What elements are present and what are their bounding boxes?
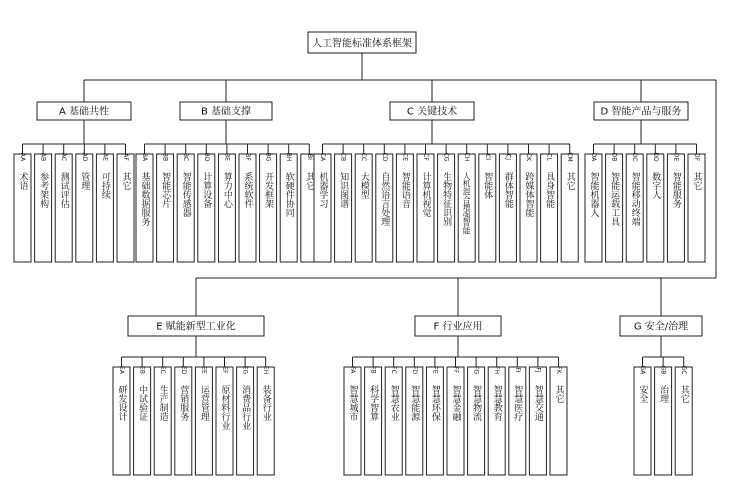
leaf-label: 数字人 <box>650 172 661 199</box>
category-a <box>14 102 134 262</box>
leaf-dd <box>647 152 664 262</box>
leaf-ea <box>113 366 130 475</box>
leaf-label: 智慧医疗 <box>512 385 523 421</box>
leaf-code: DA <box>590 152 597 162</box>
leaf-label: 知识图谱 <box>338 172 349 208</box>
leaf-box <box>134 367 151 475</box>
leaf-box <box>529 367 546 475</box>
leaf-label: 运营管理 <box>198 385 209 421</box>
leaf-code: DF <box>693 152 700 162</box>
leaf-box <box>55 154 72 262</box>
leaf-label: 其它 <box>678 385 689 403</box>
root-node <box>308 32 416 53</box>
leaf-label: 其它 <box>553 385 564 403</box>
leaf-code: CD <box>380 152 388 162</box>
leaf-code: AE <box>101 153 109 161</box>
leaf-label: 跨媒体智能 <box>523 172 534 217</box>
leaf-label: 生产制造 <box>157 385 168 421</box>
leaf-bg <box>260 153 277 262</box>
leaf-label: 计算设备 <box>201 172 212 208</box>
leaf-code: BA <box>141 152 148 162</box>
leaf-box <box>647 154 664 262</box>
leaf-code: ED <box>179 365 187 375</box>
category-label: E 赋能新型工业化 <box>156 321 236 333</box>
leaf-code: GB <box>659 365 667 375</box>
leaf-fh <box>488 366 505 475</box>
leaf-fb <box>365 366 382 475</box>
leaf-ad <box>76 153 93 262</box>
leaf-box <box>355 154 372 262</box>
leaf-code: CL <box>545 153 553 161</box>
leaf-label: 其它 <box>564 172 575 190</box>
leaf-bb <box>157 153 174 262</box>
leaf-label: 其它 <box>691 172 702 190</box>
leaf-eh <box>257 366 274 475</box>
leaf-label: 智慧物流 <box>471 385 482 421</box>
leaf-cj <box>499 154 516 262</box>
leaf-ac <box>55 153 72 262</box>
leaf-label: 安全 <box>637 385 648 403</box>
leaf-box <box>509 367 526 475</box>
leaf-box <box>175 367 192 475</box>
category-d <box>585 102 705 262</box>
leaf-box <box>335 154 352 262</box>
leaf-code: FA <box>349 366 356 374</box>
leaf-code: CI <box>483 154 491 160</box>
leaf-code: CA <box>319 152 326 162</box>
leaf-label: 参考架构 <box>38 172 49 208</box>
leaf-code: CG <box>442 152 450 162</box>
leaf-ga <box>634 366 651 475</box>
leaf-label: 具身智能 <box>544 172 555 208</box>
leaf-label: 智能服务 <box>670 172 681 208</box>
leaf-code: CK <box>525 152 532 162</box>
leaf-label: 智慧金融 <box>450 385 461 421</box>
leaf-label: 中试验证 <box>137 385 148 421</box>
leaf-fk <box>550 366 567 475</box>
leaf-label: 可持续 <box>99 172 110 199</box>
category-c <box>314 102 578 262</box>
leaf-db <box>606 153 623 262</box>
leaf-label: 其它 <box>120 172 131 190</box>
leaf-code: EF <box>221 366 228 374</box>
leaf-label: 软硬件协同 <box>283 172 294 217</box>
leaf-box <box>157 154 174 262</box>
leaf-label: 科学智算 <box>368 385 379 421</box>
category-nodes <box>14 102 705 475</box>
category-label: C 关键技术 <box>406 106 458 118</box>
leaf-code: FD <box>410 365 418 375</box>
leaf-gb <box>655 366 672 475</box>
leaf-code: BH <box>285 152 293 162</box>
leaf-code: AD <box>80 152 88 162</box>
leaf-label: 装备行业 <box>260 385 271 421</box>
leaf-bf <box>239 153 256 262</box>
leaf-cl <box>541 153 558 262</box>
leaf-code: BE <box>223 153 231 161</box>
leaf-label: 智慧交通 <box>532 385 543 421</box>
leaf-label: 智慧能源 <box>409 385 420 421</box>
leaf-box <box>154 367 171 475</box>
leaf-code: FB <box>369 366 377 374</box>
leaf-code: FI <box>513 367 521 373</box>
leaf-code: CM <box>566 152 574 162</box>
leaf-ba <box>136 153 153 262</box>
leaf-code: CB <box>339 152 347 162</box>
leaf-fi <box>509 367 526 475</box>
leaf-code: EG <box>241 365 249 375</box>
leaf-box <box>447 367 464 475</box>
category-label: F 行业应用 <box>433 321 483 333</box>
leaf-box <box>113 367 130 475</box>
leaf-label: 智能机器人 <box>588 172 599 217</box>
leaf-af <box>117 153 134 262</box>
leaf-code: EB <box>138 366 146 374</box>
leaf-box <box>561 154 578 262</box>
leaf-code: FJ <box>534 367 542 373</box>
leaf-box <box>96 154 113 262</box>
leaf-code: DE <box>672 152 680 162</box>
leaf-box <box>688 154 705 262</box>
leaf-code: EA <box>118 366 125 374</box>
leaf-code: FH <box>493 366 501 374</box>
leaf-box <box>257 367 274 475</box>
leaf-label: 基础数据服务 <box>139 172 150 226</box>
leaf-ed <box>175 366 192 475</box>
category-e <box>113 316 274 475</box>
leaf-box <box>634 367 651 475</box>
leaf-label: 智能体 <box>482 172 493 199</box>
leaf-code: AA <box>19 152 26 162</box>
leaf-box <box>198 154 215 262</box>
leaf-label: 智能移动终端 <box>629 172 640 226</box>
leaf-label: 营销服务 <box>178 385 189 421</box>
leaf-box <box>541 154 558 262</box>
category-label: G 安全/治理 <box>633 321 689 333</box>
leaf-label: 群体智能 <box>502 172 513 208</box>
leaf-eg <box>237 366 254 475</box>
category-f <box>344 316 567 475</box>
leaf-ce <box>396 153 413 262</box>
leaf-gc <box>675 366 692 475</box>
leaf-ee <box>195 366 212 475</box>
leaf-label: 开发框架 <box>263 172 274 208</box>
leaf-cb <box>335 153 352 262</box>
leaf-label: 原材料行业 <box>219 385 230 430</box>
leaf-label: 自然语言处理 <box>379 172 390 226</box>
leaf-box <box>675 367 692 475</box>
leaf-box <box>499 154 516 262</box>
leaf-box <box>260 154 277 262</box>
leaf-ec <box>154 366 171 475</box>
leaf-code: GA <box>639 365 646 375</box>
leaf-box <box>550 367 567 475</box>
leaf-da <box>585 153 602 262</box>
leaf-df <box>688 153 705 262</box>
leaf-label: 智能芯片 <box>160 172 171 208</box>
leaf-ca <box>314 153 331 262</box>
leaf-fj <box>529 367 546 475</box>
leaf-cg <box>438 153 455 262</box>
leaf-fa <box>344 366 361 475</box>
leaf-code: DC <box>631 152 639 162</box>
leaf-dc <box>626 153 643 262</box>
leaf-code: CH <box>463 152 471 162</box>
leaf-label: 大模型 <box>358 172 369 199</box>
leaf-bc <box>177 153 194 262</box>
leaf-code: BI <box>305 154 313 160</box>
leaf-label: 生物特征识别 <box>441 172 452 226</box>
leaf-box <box>655 367 672 475</box>
leaf-box <box>488 367 505 475</box>
leaf-label: 机器学习 <box>317 172 328 208</box>
leaf-box <box>14 154 31 262</box>
leaf-label: 算力中心 <box>221 172 232 208</box>
leaf-code: CE <box>401 153 409 161</box>
leaf-code: DD <box>651 152 659 162</box>
leaf-box <box>117 154 134 262</box>
category-b <box>136 102 318 262</box>
leaf-box <box>479 154 496 262</box>
leaf-box <box>76 154 93 262</box>
leaf-label: 研发设计 <box>116 385 127 421</box>
leaf-code: BB <box>161 152 169 162</box>
leaf-box <box>314 154 331 262</box>
leaf-label: 术语 <box>17 172 28 190</box>
leaf-box <box>396 154 413 262</box>
leaf-label: 智能语音 <box>399 172 410 208</box>
leaf-box <box>195 367 212 475</box>
leaf-code: EE <box>200 366 208 374</box>
leaf-label: 消费品行业 <box>240 385 251 430</box>
leaf-bd <box>198 153 215 262</box>
leaf-label: 治理 <box>658 385 669 403</box>
category-label: D 智能产品与服务 <box>600 106 682 118</box>
leaf-label: 智能运载工具 <box>609 172 620 226</box>
leaf-box <box>239 154 256 262</box>
leaf-de <box>667 153 684 262</box>
leaf-label: 智慧环保 <box>429 385 440 421</box>
leaf-cf <box>417 153 434 262</box>
leaf-label: 其它 <box>304 172 315 190</box>
leaf-code: DB <box>610 152 618 162</box>
leaf-box <box>218 154 235 262</box>
leaf-code: FG <box>472 365 480 375</box>
leaf-code: EH <box>262 365 270 375</box>
root-label: 人工智能标准体系框架 <box>312 38 412 50</box>
leaf-cc <box>355 153 372 262</box>
leaf-eb <box>134 366 151 475</box>
leaf-ab <box>35 153 52 262</box>
leaf-be <box>218 153 235 262</box>
leaf-cm <box>561 152 578 262</box>
leaf-box <box>385 367 402 475</box>
leaf-aa <box>14 153 31 262</box>
leaf-code: FK <box>555 366 562 374</box>
leaf-code: GC <box>680 365 688 375</box>
leaf-code: AC <box>60 152 68 162</box>
leaf-label: 智慧教育 <box>491 385 502 421</box>
leaf-ch <box>458 153 475 262</box>
leaf-fd <box>406 366 423 475</box>
leaf-box <box>35 154 52 262</box>
leaf-fc <box>385 366 402 475</box>
leaf-code: AF <box>122 153 129 161</box>
leaf-box <box>344 367 361 475</box>
leaf-label: 测试评估 <box>58 172 69 208</box>
leaf-code: AB <box>39 152 47 162</box>
leaf-fg <box>468 366 485 475</box>
leaf-cd <box>376 153 393 262</box>
leaf-code: EC <box>159 366 167 374</box>
leaf-label: 智慧城市 <box>347 385 358 421</box>
leaf-bh <box>280 153 297 262</box>
leaf-label: 智慧农业 <box>388 385 399 421</box>
leaf-box <box>426 367 443 475</box>
leaf-code: BG <box>264 152 272 162</box>
leaf-ff <box>447 367 464 475</box>
leaf-ef <box>216 366 233 475</box>
leaf-box <box>468 367 485 475</box>
leaf-ci <box>479 154 496 262</box>
leaf-code: BC <box>182 152 190 162</box>
leaf-label: 人机混合增强智能 <box>462 172 472 235</box>
leaf-label: 计算机视觉 <box>420 172 431 217</box>
leaf-code: CJ <box>504 154 512 160</box>
leaf-box <box>365 367 382 475</box>
leaf-fe <box>426 366 443 475</box>
leaf-code: FC <box>390 366 398 374</box>
leaf-label: 管理 <box>79 172 90 190</box>
leaf-box <box>406 367 423 475</box>
leaf-label: 系统软件 <box>242 172 253 208</box>
leaf-code: BD <box>202 152 210 162</box>
leaf-code: CC <box>360 152 368 162</box>
leaf-ck <box>520 153 537 262</box>
leaf-box <box>667 154 684 262</box>
leaf-ae <box>96 153 113 262</box>
leaf-code: CF <box>422 153 429 161</box>
leaf-code: FF <box>452 366 459 374</box>
category-label: A 基础共性 <box>58 106 110 118</box>
leaf-code: BF <box>244 153 251 161</box>
category-label: B 基础支撑 <box>200 106 252 118</box>
leaf-label: 智能传感器 <box>180 172 191 217</box>
leaf-code: FE <box>431 366 439 374</box>
